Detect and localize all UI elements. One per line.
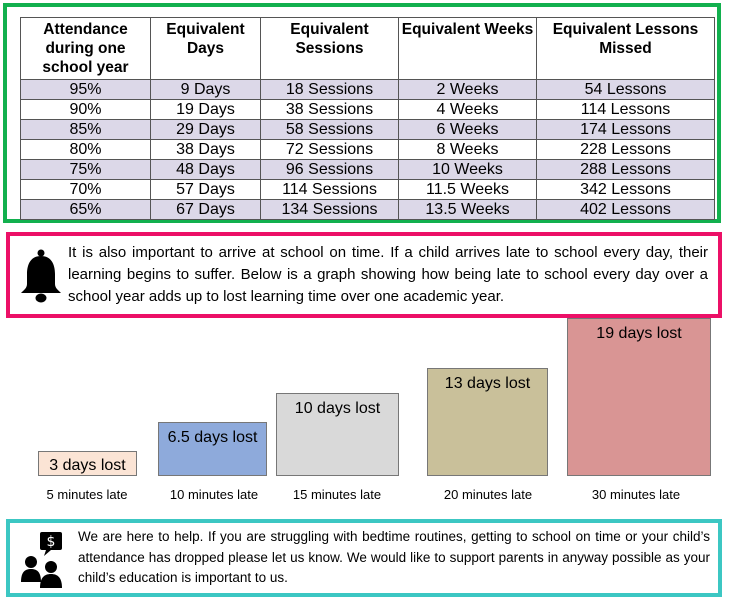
cell-weeks: 6 Weeks xyxy=(399,120,537,140)
cell-lessons: 114 Lessons xyxy=(537,100,715,120)
category-label: 5 minutes late xyxy=(46,487,128,502)
cell-weeks: 10 Weeks xyxy=(399,160,537,180)
cell-lessons: 54 Lessons xyxy=(537,80,715,100)
notice-text: It is also important to arrive at school on time. If a child arrives late to school every day, their learning begins to suffer. Below is a graph showing how being late to school every day over a school year adds up to lost learning time over one academic year. xyxy=(68,244,708,305)
table-row xyxy=(21,160,715,180)
bar-data-label: 6.5 days lost xyxy=(167,429,258,446)
cell-sessions: 58 Sessions xyxy=(261,120,399,140)
table-header-row xyxy=(21,18,715,80)
header-days: Equivalent Days xyxy=(151,18,261,80)
header-sessions: Equivalent Sessions xyxy=(261,18,399,80)
cell-attendance: 90% xyxy=(21,100,151,120)
attendance-table-section xyxy=(3,3,721,223)
cell-weeks: 11.5 Weeks xyxy=(399,180,537,200)
cell-weeks: 13.5 Weeks xyxy=(399,200,537,220)
cell-lessons: 342 Lessons xyxy=(537,180,715,200)
category-label: 20 minutes late xyxy=(443,487,533,502)
lateness-bar-chart xyxy=(0,318,730,518)
category-label: 10 minutes late xyxy=(169,487,259,502)
bar-4 xyxy=(427,368,548,476)
table-row xyxy=(21,100,715,120)
cell-sessions: 72 Sessions xyxy=(261,140,399,160)
help-text: We are here to help. If you are struggling with bedtime routines, getting to school on time or your child’s attendance has dropped please let us know. We would like to support parents in anyway possible as your child’s education is important to us. xyxy=(78,529,710,585)
cell-weeks: 2 Weeks xyxy=(399,80,537,100)
svg-text:$: $ xyxy=(46,534,56,550)
cell-weeks: 4 Weeks xyxy=(399,100,537,120)
cell-attendance: 85% xyxy=(21,120,151,140)
cell-attendance: 70% xyxy=(21,180,151,200)
cell-attendance: 65% xyxy=(21,200,151,220)
table-row xyxy=(21,200,715,220)
parent-support-icon xyxy=(20,532,66,588)
header-attendance: Attendance during one school year xyxy=(21,18,151,80)
bar-3 xyxy=(276,393,399,476)
help-notice xyxy=(6,519,722,597)
cell-days: 48 Days xyxy=(151,160,261,180)
table-row xyxy=(21,140,715,160)
bar-data-label: 13 days lost xyxy=(444,375,531,392)
cell-weeks: 8 Weeks xyxy=(399,140,537,160)
table-row xyxy=(21,80,715,100)
table-row xyxy=(21,120,715,140)
cell-sessions: 18 Sessions xyxy=(261,80,399,100)
cell-lessons: 228 Lessons xyxy=(537,140,715,160)
category-label: 30 minutes late xyxy=(591,487,681,502)
bell-icon xyxy=(18,248,64,304)
cell-lessons: 288 Lessons xyxy=(537,160,715,180)
bar-data-label: 3 days lost xyxy=(49,457,126,474)
bar-data-label: 19 days lost xyxy=(596,325,682,342)
header-lessons: Equivalent Lessons Missed xyxy=(537,18,715,80)
cell-sessions: 96 Sessions xyxy=(261,160,399,180)
lateness-notice xyxy=(6,232,722,318)
cell-attendance: 80% xyxy=(21,140,151,160)
cell-days: 67 Days xyxy=(151,200,261,220)
cell-days: 57 Days xyxy=(151,180,261,200)
cell-attendance: 95% xyxy=(21,80,151,100)
cell-lessons: 174 Lessons xyxy=(537,120,715,140)
attendance-table xyxy=(20,17,715,220)
cell-days: 38 Days xyxy=(151,140,261,160)
cell-attendance: 75% xyxy=(21,160,151,180)
bar-5 xyxy=(567,318,711,476)
header-weeks: Equivalent Weeks xyxy=(399,18,537,80)
table-row xyxy=(21,180,715,200)
cell-days: 29 Days xyxy=(151,120,261,140)
cell-sessions: 38 Sessions xyxy=(261,100,399,120)
cell-days: 19 Days xyxy=(151,100,261,120)
bar-data-label: 10 days lost xyxy=(294,400,381,417)
cell-sessions: 134 Sessions xyxy=(261,200,399,220)
bar-2 xyxy=(158,422,267,476)
cell-sessions: 114 Sessions xyxy=(261,180,399,200)
bar-1 xyxy=(38,451,137,476)
cell-days: 9 Days xyxy=(151,80,261,100)
category-label: 15 minutes late xyxy=(292,487,382,502)
cell-lessons: 402 Lessons xyxy=(537,200,715,220)
